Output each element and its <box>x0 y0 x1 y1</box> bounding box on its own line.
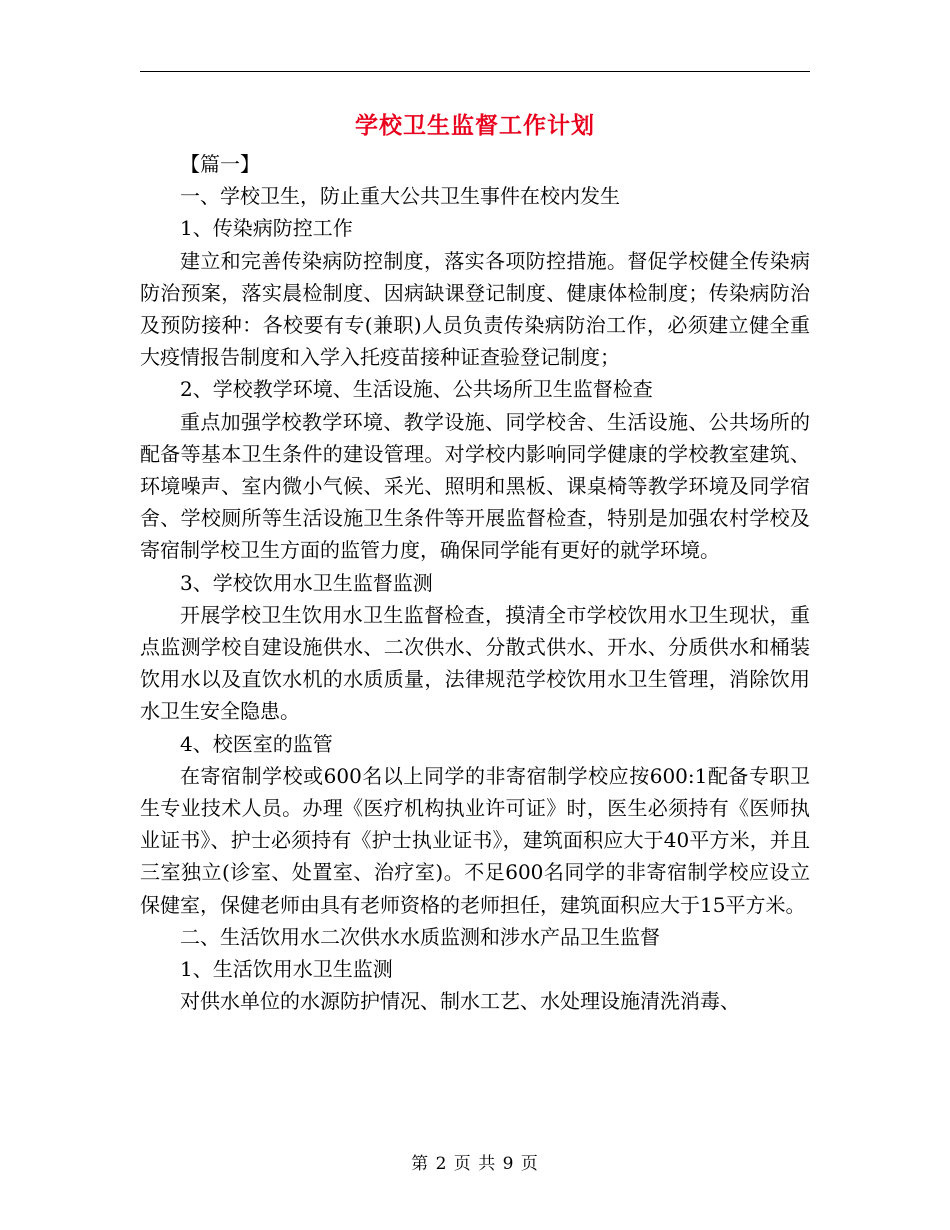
heading-2: 二、生活饮用水二次供水水质监测和涉水产品卫生监督 <box>180 924 660 949</box>
body-paragraph: 建立和完善传染病防控制度，落实各项防控措施。督促学校健全传染病防治预案，落实晨检制度、因病缺课登记制度、健康体检制度；传染病防治及预防接种：各校要有专(兼职)人员负责传染病防治工作，必须建立健全重大疫情报告制度和入学入托疫苗接种证查验登记制度； <box>140 248 810 370</box>
header-rule <box>140 71 810 72</box>
heading-1: 一、学校卫生，防止重大公共卫生事件在校内发生 <box>180 184 620 209</box>
body-paragraph: 对供水单位的水源防护情况、制水工艺、水处理设施清洗消毒、 <box>180 989 740 1014</box>
subheading-2-1: 1、生活饮用水卫生监测 <box>180 957 393 982</box>
document-body <box>140 148 810 1017</box>
page-number-footer: 第 2 页 共 9 页 <box>411 1154 539 1174</box>
subheading-1-1: 1、传染病防控工作 <box>180 216 353 241</box>
subheading-1-2: 2、学校教学环境、生活设施、公共场所卫生监督检查 <box>180 377 653 402</box>
body-paragraph: 重点加强学校教学环境、教学设施、同学校舍、生活设施、公共场所的配备等基本卫生条件的建设管理。对学校内影响同学健康的学校教室建筑、环境噪声、室内微小气候、采光、照明和黑板、课桌椅等教学环境及同学宿舍、学校厕所等生活设施卫生条件等开展监督检查，特别是加强农村学校及寄宿制学校卫生方面的监管力度，确保同学能有更好的就学环境。 <box>140 409 810 563</box>
subheading-1-3: 3、学校饮用水卫生监督监测 <box>180 570 433 595</box>
body-paragraph: 在寄宿制学校或600名以上同学的非寄宿制学校应按600:1配备专职卫生专业技术人员。办理《医疗机构执业许可证》时，医生必须持有《医师执业证书》、护士必须持有《护士执业证书》，建筑面积应大于40平方米，并且三室独立(诊室、处置室、治疗室)。不足600名同学的非寄宿制学校应设立保健室，保健老师由具有老师资格的老师担任，建筑面积应大于15平方米。 <box>140 763 810 917</box>
body-paragraph: 开展学校卫生饮用水卫生监督检查，摸清全市学校饮用水卫生现状，重点监测学校自建设施供水、二次供水、分散式供水、开水、分质供水和桶装饮用水以及直饮水机的水质质量，法律规范学校饮用水卫生管理，消除饮用水卫生安全隐患。 <box>140 602 810 724</box>
document-title: 学校卫生监督工作计划 <box>355 112 595 139</box>
subheading-1-4: 4、校医室的监管 <box>180 731 333 756</box>
section-label: 【篇一】 <box>180 152 260 176</box>
